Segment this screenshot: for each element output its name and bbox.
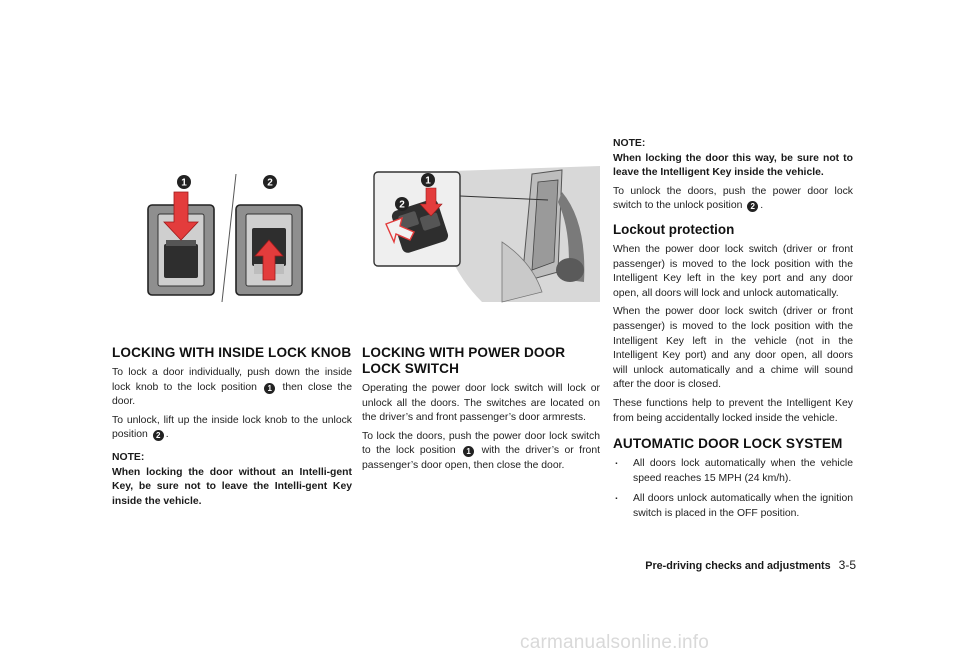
fig2-label-1: 1 bbox=[425, 175, 431, 187]
fig1-label-1: 1 bbox=[181, 177, 187, 189]
callout-1 bbox=[421, 173, 435, 187]
text: . bbox=[165, 429, 169, 441]
watermark: carmanualsonline.info bbox=[520, 632, 710, 653]
fig1-label-2: 2 bbox=[267, 177, 273, 189]
paragraph-lock-doors bbox=[362, 430, 600, 474]
callout-2 bbox=[395, 197, 409, 211]
callout-number-icon: 2 bbox=[747, 201, 758, 212]
subheading-lockout-protection: Lockout protection bbox=[613, 221, 735, 237]
paragraph-lockout-2: When the power door lock switch (driver or front passenger) is moved to the lock position with the Intelligent Key left in the vehicle (not in the Intelligent Key port) and any door open, all doors will unlock automatically and a chime will sound after the door is closed. bbox=[613, 306, 853, 391]
list-item: . All doors lock automatically when the vehicle speed reaches 15 MPH (24 km/h). bbox=[613, 457, 853, 486]
section-heading-automatic-door-lock: AUTOMATIC DOOR LOCK SYSTEM bbox=[613, 436, 843, 452]
paragraph-unlock bbox=[112, 414, 352, 443]
note-label: NOTE: bbox=[613, 138, 646, 149]
fig2-label-2: 2 bbox=[399, 199, 405, 211]
text: To lock a door individually, push down the inside lock knob to the lock position bbox=[112, 367, 352, 393]
power-lock-switch-illustration bbox=[362, 152, 600, 312]
section-heading-power-door-lock: LOCKING WITH POWER DOOR LOCK SWITCH bbox=[362, 345, 566, 376]
note-text: When locking the door this way, be sure not to leave the Intelligent Key inside the vehicle. bbox=[613, 152, 853, 179]
column-lockout-and-auto-lock bbox=[613, 137, 853, 527]
text: To unlock the doors, push the power door lock switch to the unlock position bbox=[613, 185, 853, 212]
column-inside-lock-knob bbox=[112, 345, 352, 513]
paragraph-unlock-doors bbox=[613, 185, 853, 214]
callout-1 bbox=[177, 175, 191, 189]
list-item: . All doors unlock automatically when the ignition switch is placed in the OFF position. bbox=[613, 492, 853, 521]
footer-chapter-title: Pre-driving checks and adjustments bbox=[645, 560, 831, 572]
text: then close the door. bbox=[112, 381, 352, 408]
callout-number-icon: 1 bbox=[264, 383, 275, 394]
text: To unlock, lift up the inside lock knob to the unlock position bbox=[112, 414, 352, 441]
callout-number-icon: 1 bbox=[463, 446, 474, 457]
paragraph-operating: Operating the power door lock switch will lock or unlock all the doors. The switches are located on the driver’s and front passenger’s door armrests. bbox=[362, 383, 600, 424]
page-footer bbox=[600, 558, 856, 572]
note-text: When locking the door without an Intelli-gent Key, be sure not to leave the Intelli-gent Key inside the vehicle. bbox=[112, 466, 352, 507]
column-power-door-lock bbox=[362, 345, 600, 478]
paragraph-lock bbox=[112, 366, 352, 410]
callout-2 bbox=[263, 175, 277, 189]
paragraph-lockout-3: These functions help to prevent the Intelligent Key from being accidentally locked inside the vehicle. bbox=[613, 397, 853, 424]
text: To lock the doors, push the power door lock switch to the lock position bbox=[362, 430, 600, 457]
bullet-list bbox=[613, 457, 853, 521]
paragraph-lockout-1: When the power door lock switch (driver or front passenger) is moved to the lock position with the Intelligent Key left in the key port and any door open, all doors will lock and unlock automatically. bbox=[613, 243, 853, 299]
section-heading-inside-lock-knob: LOCKING WITH INSIDE LOCK KNOB bbox=[112, 345, 352, 360]
text: with the driver’s or front passenger’s door open, then close the door. bbox=[362, 445, 600, 471]
text: . bbox=[760, 200, 764, 212]
callout-number-icon: 2 bbox=[153, 430, 164, 441]
lock-knob-illustration bbox=[112, 152, 352, 312]
note-label: NOTE: bbox=[112, 451, 145, 463]
page-number: 3-5 bbox=[838, 558, 856, 572]
